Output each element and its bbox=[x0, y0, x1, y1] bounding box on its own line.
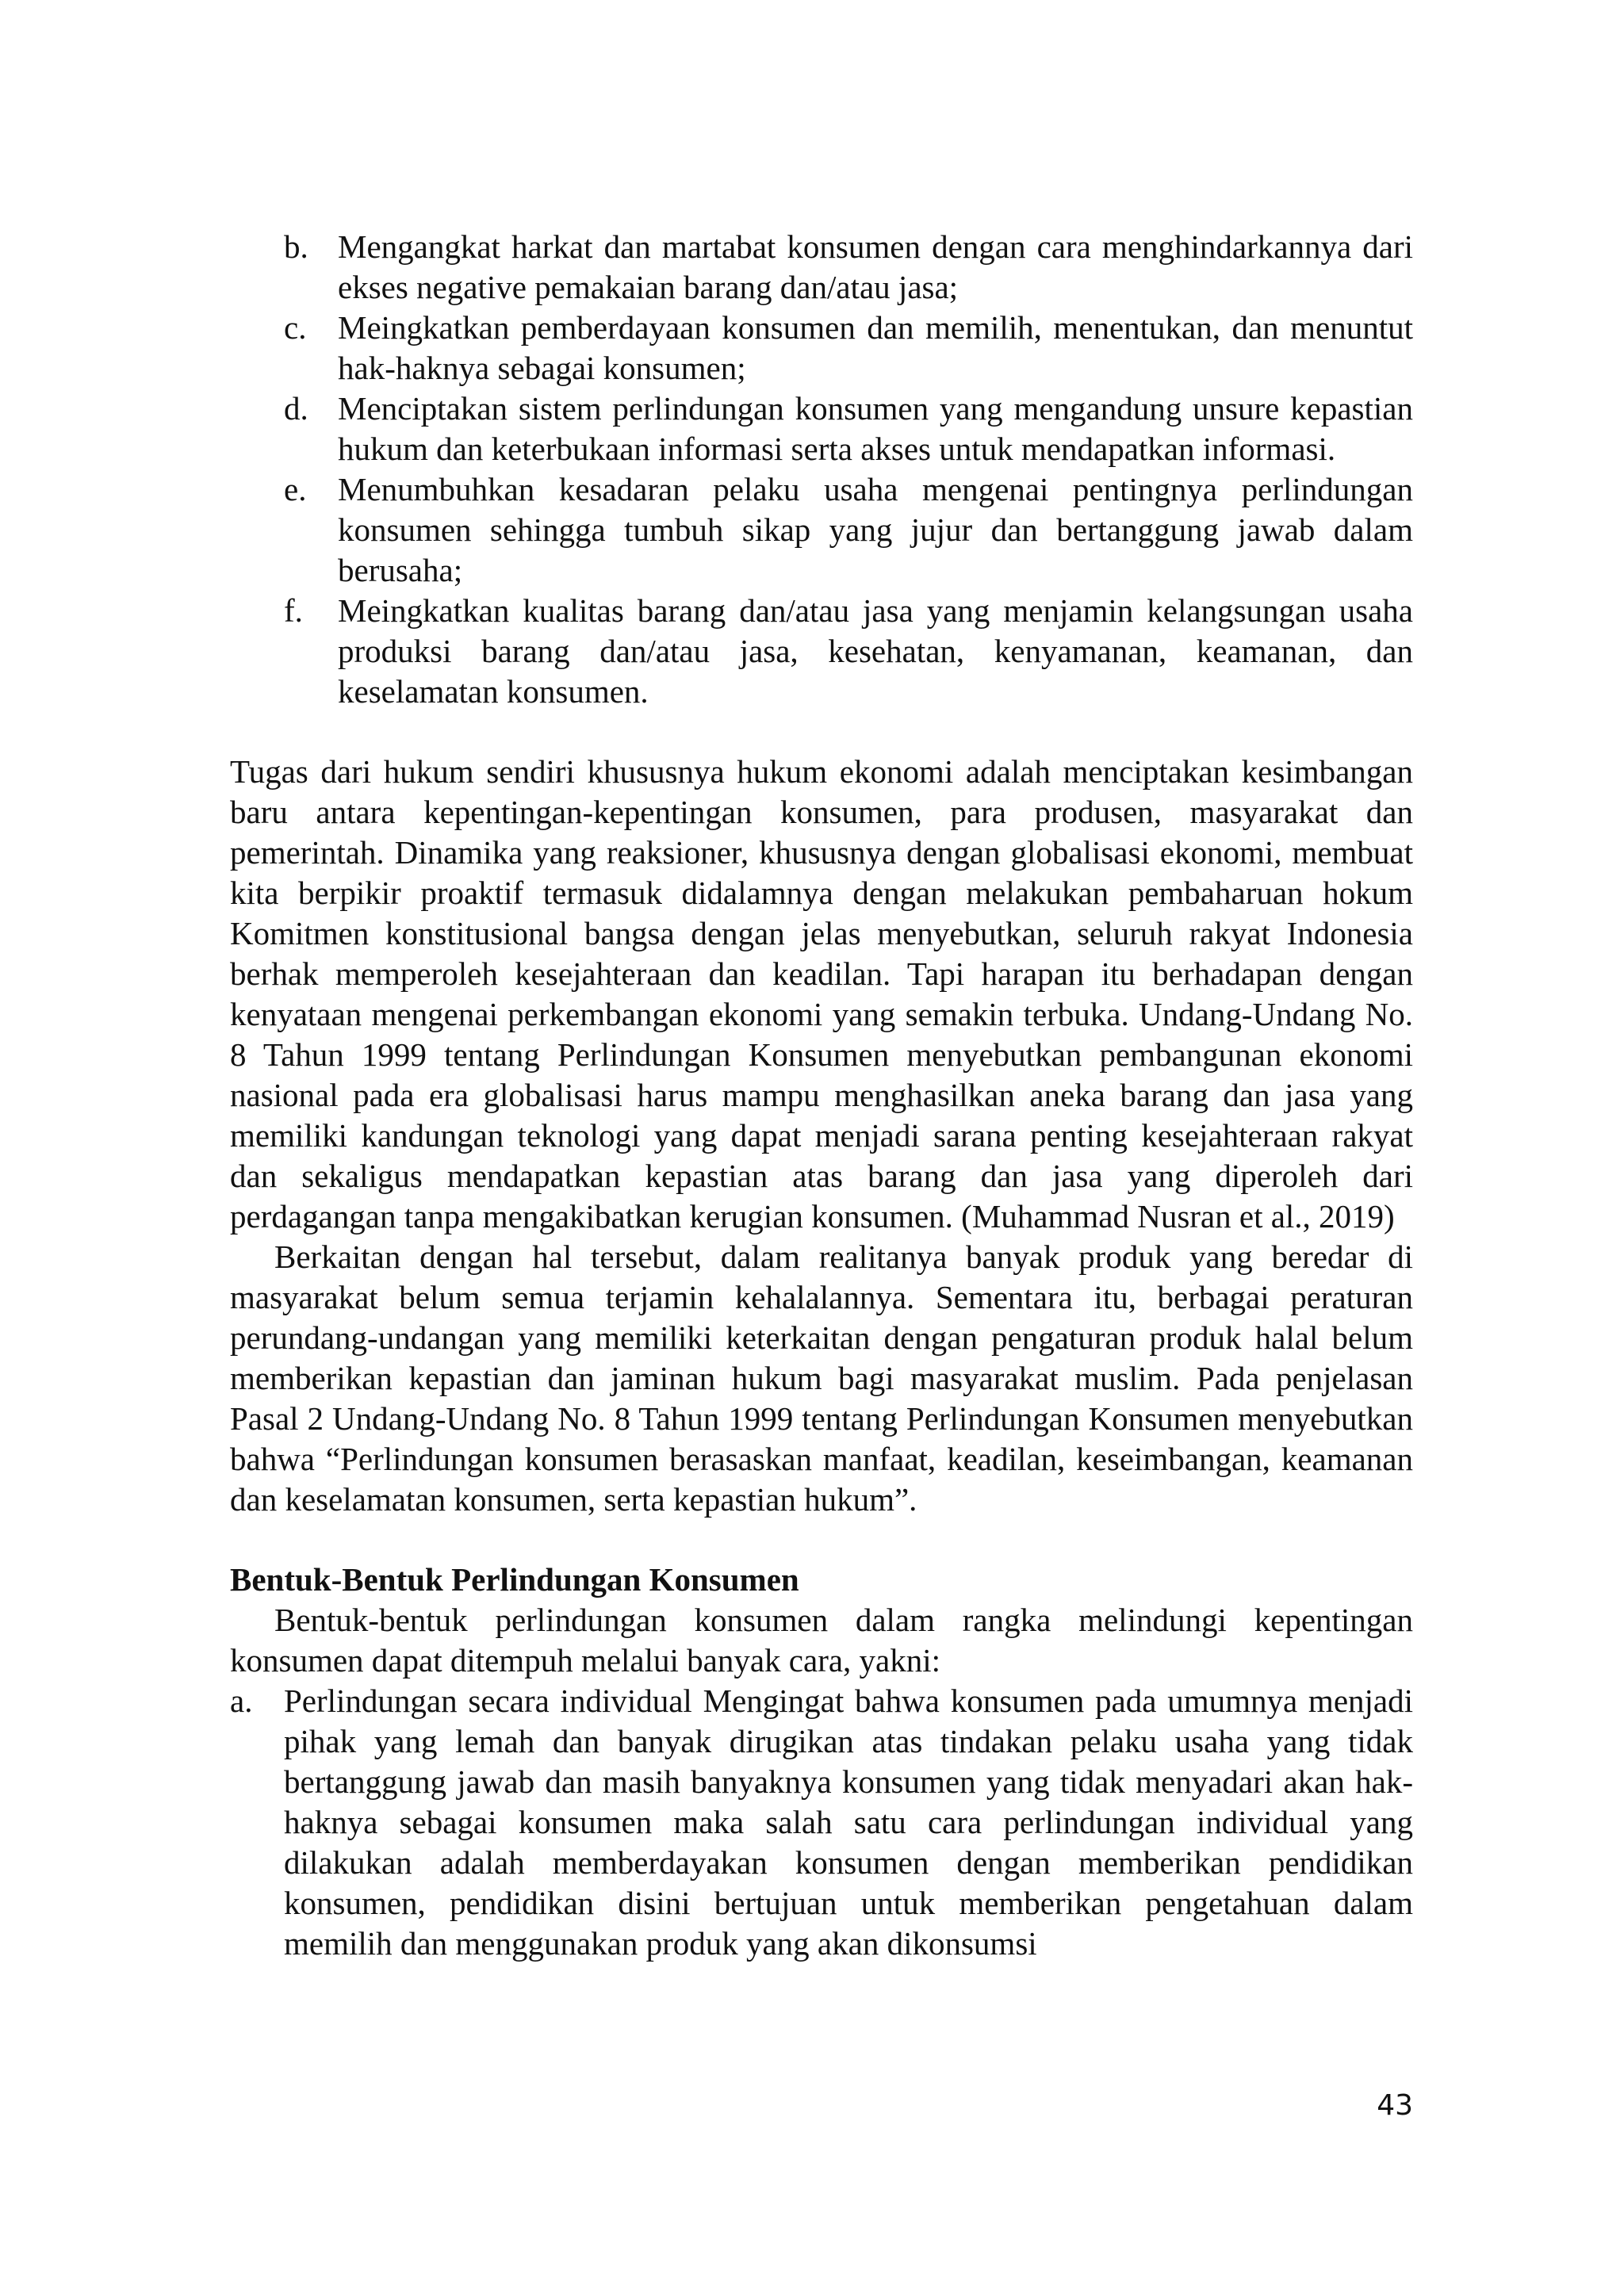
list-marker: e. bbox=[284, 471, 307, 507]
list-item-text: Meingkatkan kualitas barang dan/atau jasa yang menjamin kelangsungan usaha produksi barang dan/atau jasa, kesehatan, kenyamanan, keamanan, dan keselamatan konsumen. bbox=[338, 592, 1413, 710]
list-item-text: Menumbuhkan kesadaran pelaku usaha mengenai pentingnya perlindungan konsumen sehingga tumbuh sikap yang jujur dan bertanggung jawab dalam berusaha; bbox=[338, 471, 1413, 588]
list-marker: b. bbox=[284, 228, 308, 265]
spacer bbox=[230, 712, 1413, 752]
body-paragraph: Berkaitan dengan hal tersebut, dalam realitanya banyak produk yang beredar di masyarakat belum semua terjamin kehalalannya. Sementara itu, berbagai peraturan perundang-undangan yang memiliki keterkaitan dengan pengaturan produk halal belum memberikan kepastian dan jaminan hukum bagi masyarakat muslim. Pada penjelasan Pasal 2 Undang-Undang No. 8 Tahun 1999 tentang Perlindungan Konsumen menyebutkan bahwa “Perlindungan konsumen berasaskan manfaat, keadilan, keseimbangan, keamanan dan keselamatan konsumen, serta kepastian hukum”. bbox=[230, 1238, 1413, 1518]
list-item bbox=[284, 389, 1413, 469]
list-item bbox=[284, 469, 1413, 591]
section-intro: Bentuk-bentuk perlindungan konsumen dalam rangka melindungi kepentingan konsumen dapat ditempuh melalui banyak cara, yakni: bbox=[230, 1602, 1413, 1679]
section-heading: Bentuk-Bentuk Perlindungan Konsumen bbox=[230, 1561, 799, 1598]
list-marker: f. bbox=[284, 592, 303, 629]
list-marker: a. bbox=[230, 1682, 253, 1719]
page-content bbox=[230, 227, 1413, 1964]
list-marker: c. bbox=[284, 309, 307, 346]
page-number: 43 bbox=[1377, 2089, 1413, 2122]
list-item-text: Meingkatkan pemberdayaan konsumen dan memilih, menentukan, dan menuntut hak-haknya sebagai konsumen; bbox=[338, 309, 1413, 386]
list-item bbox=[284, 308, 1413, 389]
list-item bbox=[284, 227, 1413, 308]
list-item bbox=[284, 591, 1413, 712]
protection-forms-list bbox=[230, 1681, 1413, 1964]
objectives-list bbox=[230, 227, 1413, 712]
spacer bbox=[230, 1520, 1413, 1560]
body-paragraph: Tugas dari hukum sendiri khususnya hukum ekonomi adalah menciptakan kesimbangan baru antara kepentingan-kepentingan konsumen, para produsen, masyarakat dan pemerintah. Dinamika yang reaksioner, khususnya dengan globalisasi ekonomi, membuat kita berpikir proaktif termasuk didalamnya dengan melakukan pembaharuan hokum Komitmen konstitusional bangsa dengan jelas menyebutkan, seluruh rakyat Indonesia berhak memperoleh kesejahteraan dan keadilan. Tapi harapan itu berhadapan dengan kenyataan mengenai perkembangan ekonomi yang semakin terbuka. Undang-Undang No. 8 Tahun 1999 tentang Perlindungan Konsumen menyebutkan pembangunan ekonomi nasional pada era globalisasi harus mampu menghasilkan aneka barang dan jasa yang memiliki kandungan teknologi yang dapat menjadi sarana penting kesejahteraan rakyat dan sekaligus mendapatkan kepastian atas barang dan jasa yang diperoleh dari perdagangan tanpa mengakibatkan kerugian konsumen. (Muhammad Nusran et al., 2019) bbox=[230, 753, 1413, 1235]
list-marker: d. bbox=[284, 390, 308, 427]
list-item-text: Perlindungan secara individual Mengingat bahwa konsumen pada umumnya menjadi pihak yang lemah dan banyak dirugikan atas tindakan pelaku usaha yang tidak bertanggung jawab dan masih banyaknya konsumen yang tidak menyadari akan hak-haknya sebagai konsumen maka salah satu cara perlindungan individual yang dilakukan adalah memberdayakan konsumen dengan memberikan pendidikan konsumen, pendidikan disini bertujuan untuk memberikan pengetahuan dalam memilih dan menggunakan produk yang akan dikonsumsi bbox=[284, 1682, 1413, 1962]
list-item-text: Menciptakan sistem perlindungan konsumen yang mengandung unsure kepastian hukum dan keterbukaan informasi serta akses untuk mendapatkan informasi. bbox=[338, 390, 1413, 467]
list-item bbox=[230, 1681, 1413, 1964]
list-item-text: Mengangkat harkat dan martabat konsumen dengan cara menghindarkannya dari ekses negative pemakaian barang dan/atau jasa; bbox=[338, 228, 1413, 305]
